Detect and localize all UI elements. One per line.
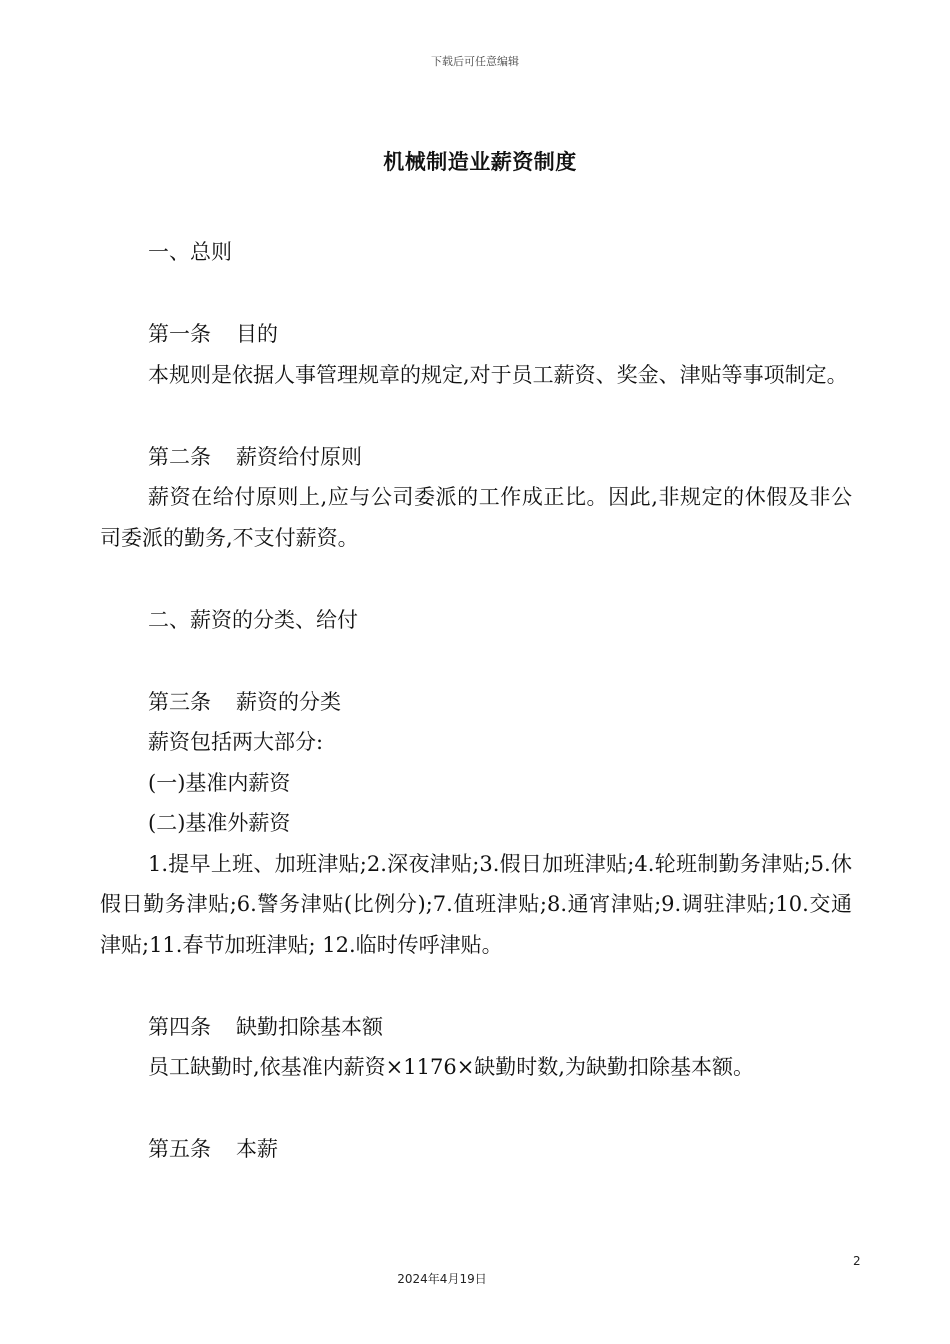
article-3-heading xyxy=(100,682,852,723)
article-5-heading xyxy=(100,1129,852,1170)
spacer xyxy=(100,273,852,315)
page-number: 2 xyxy=(853,1254,861,1268)
article-3-item-2: (二)基准外薪资 xyxy=(148,811,291,835)
article-3-label: 第三条 xyxy=(148,689,211,714)
article-5-label: 第五条 xyxy=(148,1137,211,1161)
article-1-heading xyxy=(100,314,852,355)
document-title: 机械制造业薪资制度 xyxy=(383,150,577,174)
spacer xyxy=(100,1088,852,1130)
article-3-intro: 薪资包括两大部分: xyxy=(148,730,324,754)
spacer xyxy=(100,395,852,437)
article-2-text: 薪资在给付原则上,应与公司委派的工作成正比。因此,非规定的休假及非公司委派的勤务,不支付薪资。 xyxy=(100,485,852,550)
article-3-item-1: (一)基准内薪资 xyxy=(148,770,291,795)
document-body xyxy=(100,232,852,1170)
article-1-name: 目的 xyxy=(236,322,278,346)
spacer xyxy=(100,965,852,1007)
article-4-name: 缺勤扣除基本额 xyxy=(236,1014,383,1039)
section-heading-general: 一、总则 xyxy=(148,240,232,264)
header-note: 下载后可任意编辑 xyxy=(431,55,519,68)
spacer xyxy=(100,640,852,682)
spacer xyxy=(100,558,852,600)
article-1-text: 本规则是依据人事管理规章的规定,对于员工薪资、奖金、津贴等事项制定。 xyxy=(148,362,848,387)
article-3-allowances: 1.提早上班、加班津贴;2.深夜津贴;3.假日加班津贴;4.轮班制勤务津贴;5.休假日勤务津贴;6.警务津贴(比例分);7.值班津贴;8.通宵津贴;9.调驻津贴;10.交通津贴;11.春节加班津贴; 12.临时传呼津贴。 xyxy=(100,851,852,957)
article-4-label: 第四条 xyxy=(148,1014,211,1039)
article-2-heading xyxy=(100,437,852,478)
article-2-name: 薪资给付原则 xyxy=(236,444,362,469)
footer-date: 2024年4月19日 xyxy=(397,1272,487,1286)
article-2-label: 第二条 xyxy=(148,444,211,469)
article-4-text: 员工缺勤时,依基准内薪资×1176×缺勤时数,为缺勤扣除基本额。 xyxy=(148,1055,754,1079)
article-5-name: 本薪 xyxy=(236,1137,278,1161)
article-4-heading xyxy=(100,1007,852,1048)
article-3-name: 薪资的分类 xyxy=(236,689,341,714)
article-1-label: 第一条 xyxy=(148,322,211,346)
section-heading-salary-classification: 二、薪资的分类、给付 xyxy=(148,607,358,632)
